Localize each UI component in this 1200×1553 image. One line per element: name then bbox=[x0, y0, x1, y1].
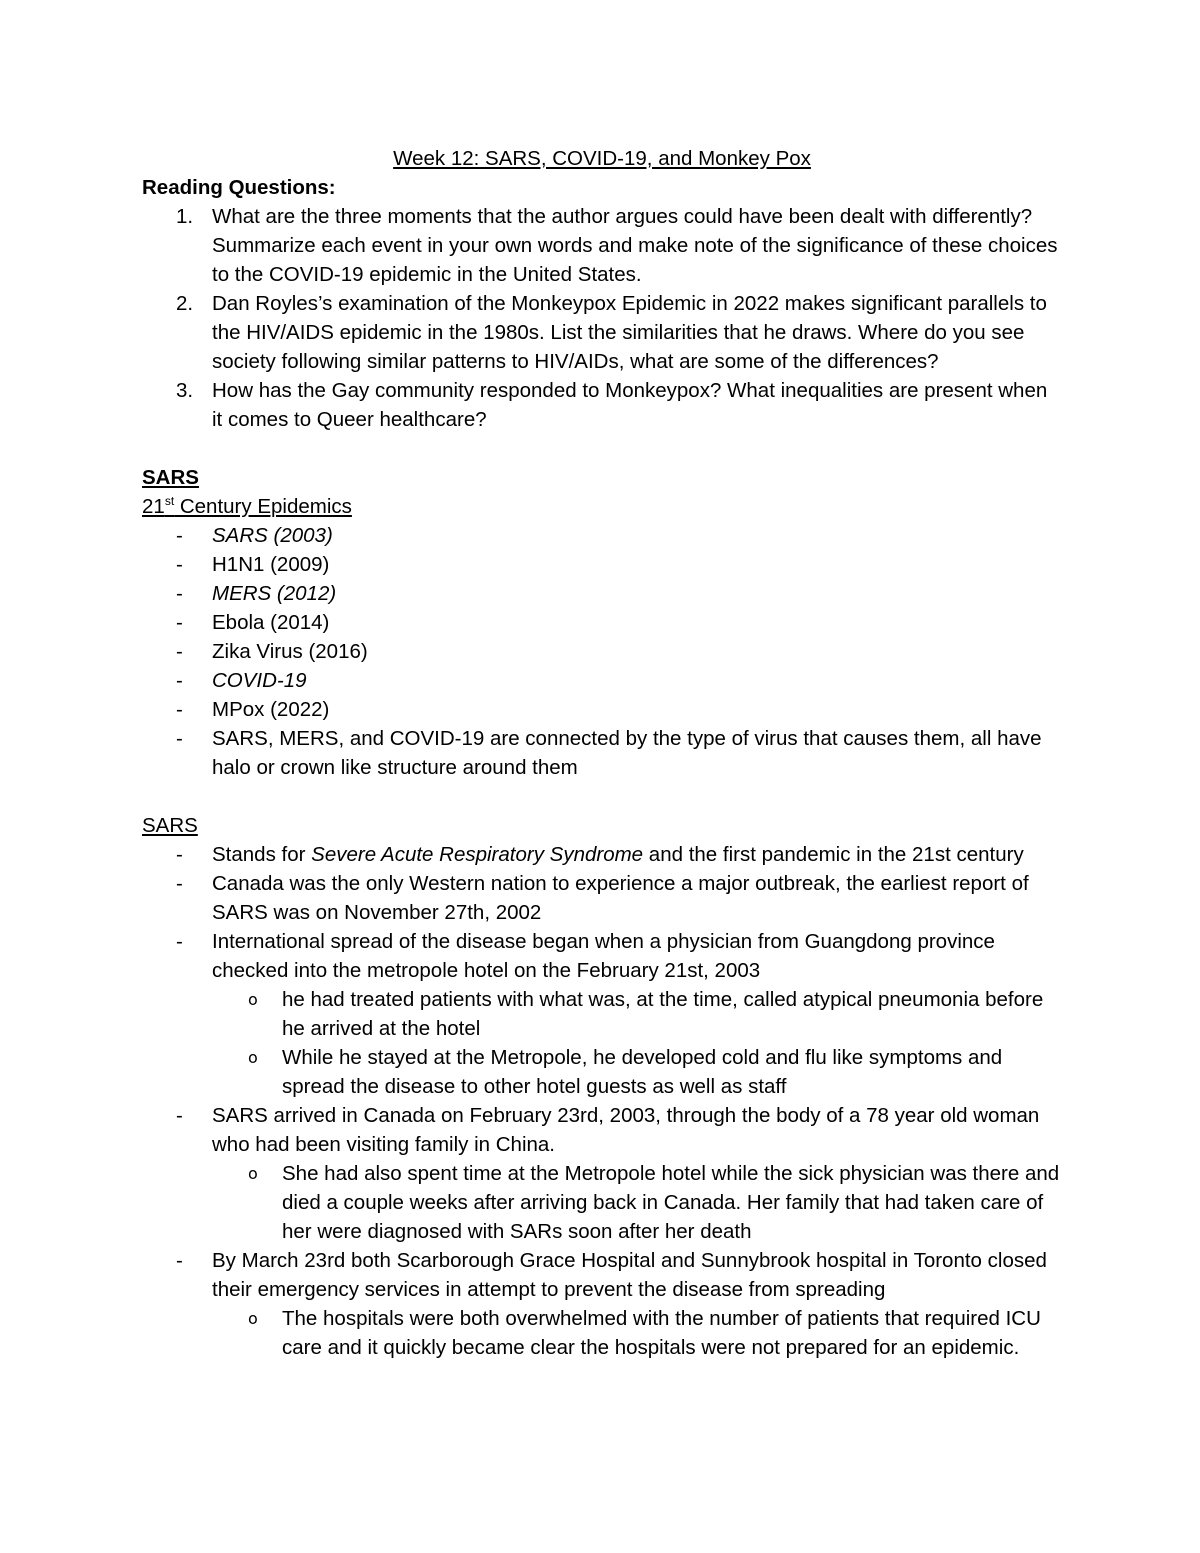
dash-bullet: - bbox=[176, 1249, 183, 1272]
dash-bullet: - bbox=[176, 843, 183, 866]
dash-bullet: - bbox=[176, 640, 183, 663]
list-number: 2. bbox=[176, 292, 194, 315]
reading-questions-list bbox=[142, 202, 1062, 434]
list-item bbox=[142, 521, 1062, 550]
dash-bullet: - bbox=[176, 930, 183, 953]
list-item bbox=[142, 1246, 1062, 1362]
dash-bullet: - bbox=[176, 582, 183, 605]
sub-list-item-text: While he stayed at the Metropole, he developed cold and flu like symptoms and spread the disease to other hotel guests as well as staff bbox=[282, 1046, 1003, 1098]
sub-list bbox=[142, 985, 1062, 1101]
question-text: How has the Gay community responded to Monkeypox? What inequalities are present when it comes to Queer healthcare? bbox=[212, 379, 1048, 431]
list-item-text: International spread of the disease began when a physician from Guangdong province checked into the metropole hotel on the February 21st, 2003 bbox=[212, 930, 995, 982]
list-item bbox=[142, 869, 1062, 927]
question-text: Dan Royles’s examination of the Monkeypox Epidemic in 2022 makes significant parallels to the HIV/AIDS epidemic in the 1980s. List the similarities that he draws. Where do you see society following similar patterns to HIV/AIDs, what are some of the differences? bbox=[212, 292, 1047, 373]
list-item-text-post: and the first pandemic in the 21st century bbox=[643, 843, 1024, 866]
subheading-text: Century Epidemics bbox=[174, 495, 352, 518]
reading-questions-label: Reading Questions: bbox=[142, 176, 336, 199]
sub-list-item bbox=[142, 1304, 1062, 1362]
sub-list-item-text: he had treated patients with what was, at the time, called atypical pneumonia before he arrived at the hotel bbox=[282, 988, 1044, 1040]
sub-list-item-text: The hospitals were both overwhelmed with the number of patients that required ICU care and it quickly became clear the hospitals were not prepared for an epidemic. bbox=[282, 1307, 1041, 1359]
list-item-text-italic: Severe Acute Respiratory Syndrome bbox=[311, 843, 644, 866]
list-item-text: MPox (2022) bbox=[212, 698, 330, 721]
list-item bbox=[142, 1101, 1062, 1246]
document-body bbox=[142, 144, 1062, 1362]
dash-bullet: - bbox=[176, 524, 183, 547]
list-item bbox=[142, 376, 1062, 434]
spacer bbox=[142, 434, 1062, 463]
list-number: 1. bbox=[176, 205, 194, 228]
dash-bullet: - bbox=[176, 611, 183, 634]
list-number: 3. bbox=[176, 379, 194, 402]
section-heading-sars-detail: SARS bbox=[142, 814, 198, 837]
dash-bullet: - bbox=[176, 698, 183, 721]
list-item bbox=[142, 550, 1062, 579]
list-item-text: SARS (2003) bbox=[212, 524, 333, 547]
list-item-text: By March 23rd both Scarborough Grace Hospital and Sunnybrook hospital in Toronto closed their emergency services in attempt to prevent the disease from spreading bbox=[212, 1249, 1047, 1301]
dash-bullet: - bbox=[176, 1104, 183, 1127]
sub-list-item bbox=[142, 1043, 1062, 1101]
list-item-text-pre: Stands for bbox=[212, 843, 312, 866]
list-item-text: Zika Virus (2016) bbox=[212, 640, 368, 663]
list-item bbox=[142, 579, 1062, 608]
list-item bbox=[142, 695, 1062, 724]
section-heading-sars: SARS bbox=[142, 466, 199, 489]
circle-bullet: o bbox=[248, 1309, 258, 1328]
document-title: Week 12: SARS, COVID-19, and Monkey Pox bbox=[393, 147, 811, 170]
circle-bullet: o bbox=[248, 1048, 258, 1067]
subheading-number: 21 bbox=[142, 495, 165, 518]
list-item bbox=[142, 289, 1062, 376]
circle-bullet: o bbox=[248, 990, 258, 1009]
list-item-text: H1N1 (2009) bbox=[212, 553, 330, 576]
subheading-ordinal: st bbox=[164, 494, 175, 508]
sub-list bbox=[142, 1159, 1062, 1246]
list-item-text: Ebola (2014) bbox=[212, 611, 330, 634]
list-item-text: COVID-19 bbox=[212, 669, 307, 692]
list-item-text: SARS arrived in Canada on February 23rd, 2003, through the body of a 78 year old woman who had been visiting family in China. bbox=[212, 1104, 1040, 1156]
list-item bbox=[142, 637, 1062, 666]
list-item bbox=[142, 202, 1062, 289]
list-item bbox=[142, 608, 1062, 637]
list-item bbox=[142, 666, 1062, 695]
list-item-text: SARS, MERS, and COVID-19 are connected by the type of virus that causes them, all have halo or crown like structure around them bbox=[212, 727, 1042, 779]
section-subheading-epidemics bbox=[142, 492, 1062, 521]
spacer bbox=[142, 782, 1062, 811]
question-text: What are the three moments that the author argues could have been dealt with differently? Summarize each event in your own words and make note of the significance of these choices to the COVID-19 epidemic in the United States. bbox=[212, 205, 1058, 286]
epidemics-list bbox=[142, 521, 1062, 782]
dash-bullet: - bbox=[176, 727, 183, 750]
list-item bbox=[142, 840, 1062, 869]
dash-bullet: - bbox=[176, 872, 183, 895]
dash-bullet: - bbox=[176, 553, 183, 576]
list-item bbox=[142, 724, 1062, 782]
list-item-text: Canada was the only Western nation to experience a major outbreak, the earliest report of SARS was on November 27th, 2002 bbox=[212, 872, 1029, 924]
dash-bullet: - bbox=[176, 669, 183, 692]
list-item bbox=[142, 927, 1062, 1101]
sub-list-item-text: She had also spent time at the Metropole hotel while the sick physician was there and died a couple weeks after arriving back in Canada. Her family that had taken care of her were diagnosed with SARs soon after her death bbox=[282, 1162, 1060, 1243]
sub-list bbox=[142, 1304, 1062, 1362]
circle-bullet: o bbox=[248, 1164, 258, 1183]
sars-facts-list bbox=[142, 840, 1062, 1362]
list-item-text: MERS (2012) bbox=[212, 582, 337, 605]
sub-list-item bbox=[142, 1159, 1062, 1246]
sub-list-item bbox=[142, 985, 1062, 1043]
